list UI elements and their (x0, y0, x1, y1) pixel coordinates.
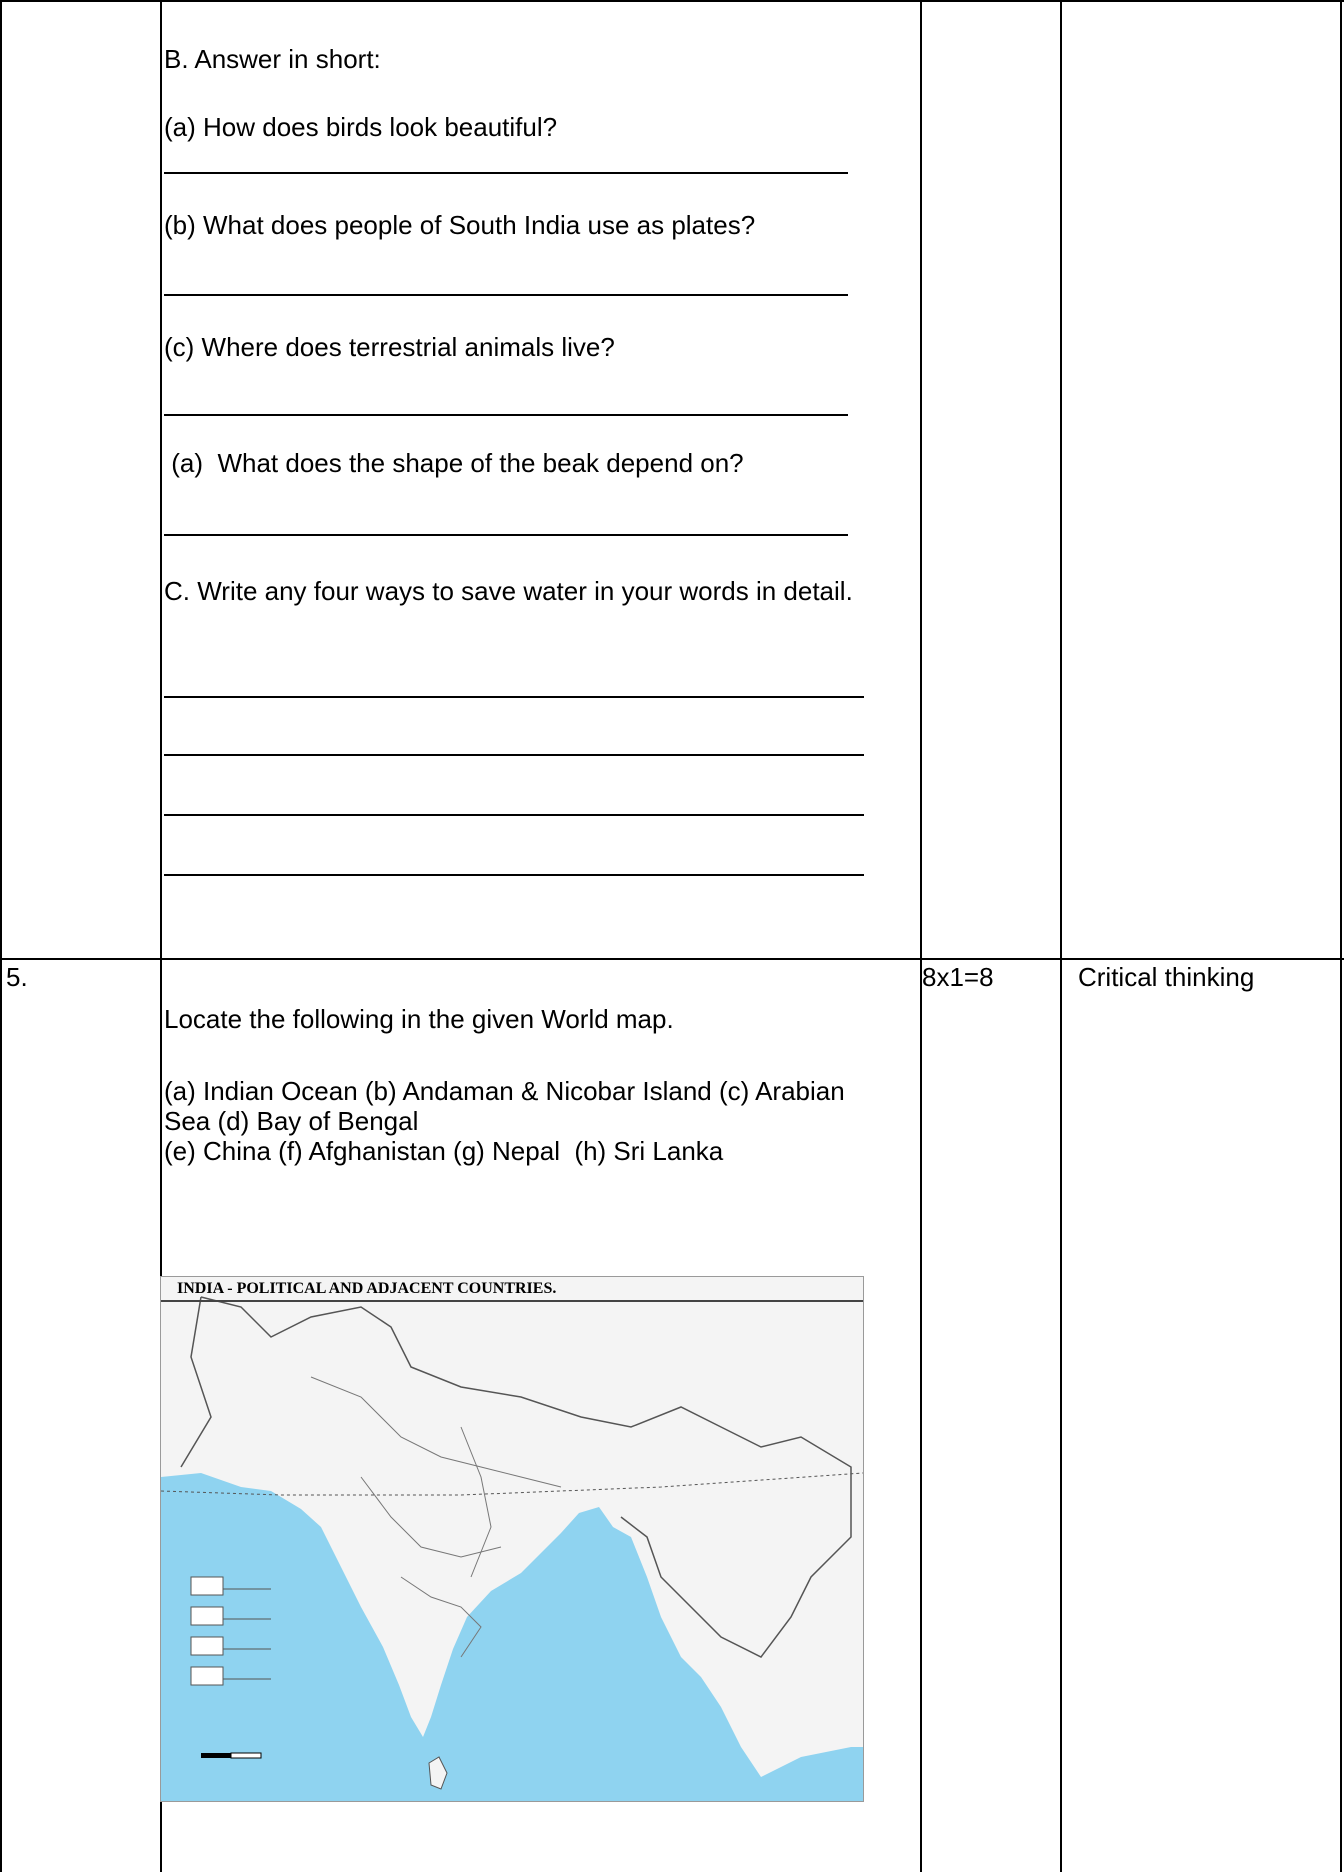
answer-line (164, 414, 848, 416)
question-a: (a) How does birds look beautiful? (164, 112, 558, 142)
answer-line (164, 754, 864, 756)
row-divider (0, 958, 1344, 960)
table-border-left (0, 0, 2, 1872)
map-title: INDIA - POLITICAL AND ADJACENT COUNTRIES. (177, 1280, 557, 1297)
map-instruction: Locate the following in the given World map. (164, 1004, 674, 1034)
skill-cell: Critical thinking (1078, 962, 1255, 992)
column-divider-2 (920, 0, 922, 1872)
india-outline-map (160, 1276, 864, 1802)
question-b: (b) What does people of South India use as plates? (164, 210, 756, 240)
section-b-heading: B. Answer in short: (164, 44, 381, 74)
answer-line (164, 874, 864, 876)
answer-line (164, 696, 864, 698)
section-c-prompt: C. Write any four ways to save water in your words in detail. (164, 576, 853, 606)
map-items-line2: (e) China (f) Afghanistan (g) Nepal (h) Sri Lanka (164, 1136, 724, 1166)
question-c: (c) Where does terrestrial animals live? (164, 332, 615, 362)
table-border-top (0, 0, 1344, 2)
column-divider-3 (1060, 0, 1062, 1872)
map-items-line1: (a) Indian Ocean (b) Andaman & Nicobar Island (c) Arabian Sea (d) Bay of Bengal (164, 1076, 845, 1136)
answer-line (164, 814, 864, 816)
question-d: (a) What does the shape of the beak depend on? (164, 448, 744, 478)
marks-cell: 8x1=8 (922, 962, 994, 992)
answer-line (164, 534, 848, 536)
answer-line (164, 172, 848, 174)
table-border-right (1340, 0, 1342, 1872)
question-number: 5. (6, 962, 28, 992)
answer-line (164, 294, 848, 296)
map-drawing (161, 1277, 863, 1801)
